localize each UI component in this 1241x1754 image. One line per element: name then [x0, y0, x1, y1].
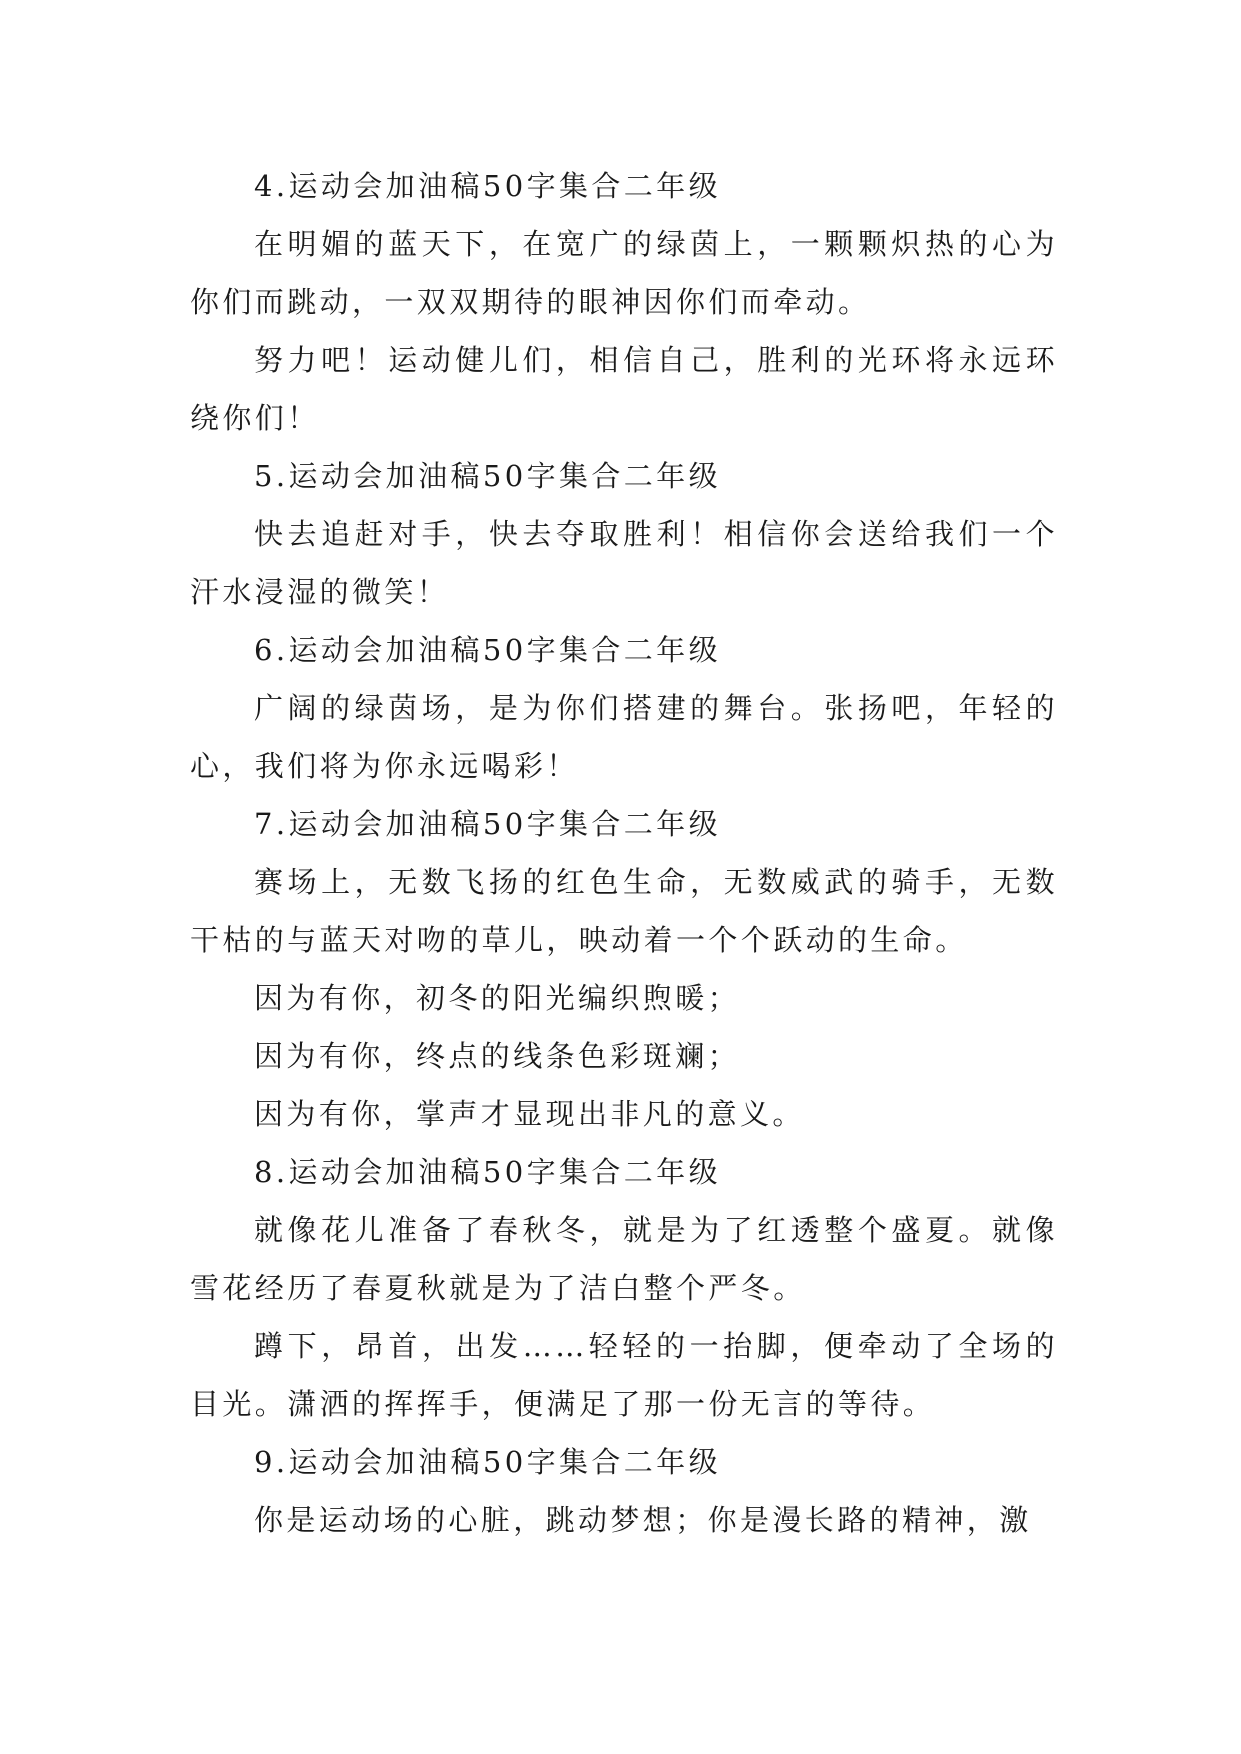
paragraph: 广阔的绿茵场，是为你们搭建的舞台。张扬吧，年轻的心，我们将为你永远喝彩！: [190, 691, 1058, 783]
paragraph: 努力吧！运动健儿们，相信自己，胜利的光环将永远环绕你们！: [190, 343, 1058, 435]
paragraph: 快去追赶对手，快去夺取胜利！相信你会送给我们一个汗水浸湿的微笑！: [190, 517, 1058, 609]
document-body: [190, 157, 1058, 1549]
paragraph: 赛场上，无数飞扬的红色生命，无数威武的骑手，无数干枯的与蓝天对吻的草儿，映动着一个个跃动的生命。: [190, 865, 1058, 957]
paragraph: 你是运动场的心脏，跳动梦想；你是漫长路的精神，激: [254, 1503, 1032, 1537]
paragraph: 因为有你，初冬的阳光编织煦暖；: [254, 981, 741, 1015]
paragraph: 在明媚的蓝天下，在宽广的绿茵上，一颗颗炽热的心为你们而跳动，一双双期待的眼神因你们而牵动。: [190, 227, 1058, 319]
section-heading-9: 9.运动会加油稿50字集合二年级: [254, 1445, 721, 1479]
section-heading-8: 8.运动会加油稿50字集合二年级: [254, 1155, 721, 1189]
section-heading-4: 4.运动会加油稿50字集合二年级: [254, 169, 721, 203]
paragraph: 就像花儿准备了春秋冬，就是为了红透整个盛夏。就像雪花经历了春夏秋就是为了洁白整个严冬。: [190, 1213, 1058, 1305]
section-heading-6: 6.运动会加油稿50字集合二年级: [254, 633, 721, 667]
paragraph: 因为有你，掌声才显现出非凡的意义。: [254, 1097, 805, 1131]
paragraph: 因为有你，终点的线条色彩斑斓；: [254, 1039, 741, 1073]
section-heading-5: 5.运动会加油稿50字集合二年级: [254, 459, 721, 493]
section-heading-7: 7.运动会加油稿50字集合二年级: [254, 807, 721, 841]
paragraph: 蹲下，昂首，出发……轻轻的一抬脚，便牵动了全场的目光。潇洒的挥挥手，便满足了那一份无言的等待。: [190, 1329, 1058, 1421]
